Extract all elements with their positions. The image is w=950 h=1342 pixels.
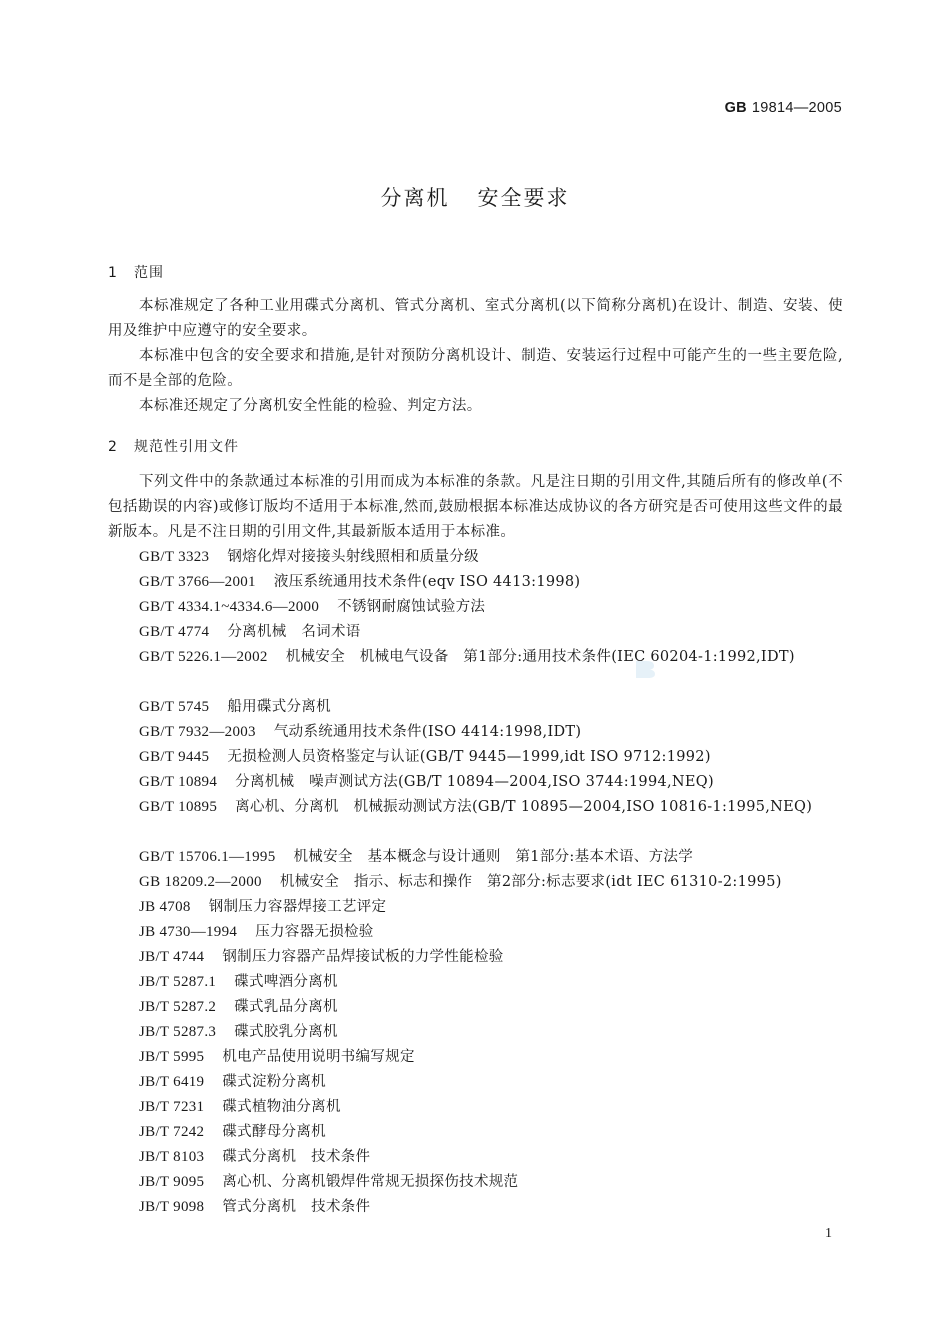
reference-code: JB/T 5287.1 bbox=[139, 974, 217, 990]
reference-item bbox=[108, 720, 843, 745]
reference-title: 碟式胶乳分离机 bbox=[234, 1024, 338, 1040]
reference-title: 钢熔化焊对接接头射线照相和质量分级 bbox=[227, 549, 479, 565]
reference-item bbox=[108, 1020, 843, 1045]
section-2-title: 规范性引用文件 bbox=[134, 439, 239, 455]
reference-code: JB 4730—1994 bbox=[139, 924, 238, 940]
reference-title: 碟式淀粉分离机 bbox=[222, 1074, 326, 1090]
reference-code: JB/T 9095 bbox=[139, 1174, 205, 1190]
watermark-logo-icon bbox=[632, 658, 658, 680]
reference-code: JB/T 5287.3 bbox=[139, 1024, 217, 1040]
reference-title: 液压系统通用技术条件(eqv ISO 4413:1998) bbox=[273, 574, 581, 590]
reference-code: GB/T 10894 bbox=[139, 774, 218, 790]
reference-title: 管式分离机 技术条件 bbox=[222, 1199, 371, 1215]
reference-title: 离心机、分离机 机械振动测试方法(GB/T 10895—2004,ISO 10816-1:1995,NEQ) bbox=[235, 799, 813, 815]
reference-code: GB/T 5745 bbox=[139, 699, 210, 715]
reference-item bbox=[108, 1095, 843, 1120]
reference-code: JB/T 9098 bbox=[139, 1199, 205, 1215]
reference-code: JB/T 7231 bbox=[139, 1099, 205, 1115]
reference-item bbox=[108, 1145, 843, 1170]
reference-title: 不锈钢耐腐蚀试验方法 bbox=[337, 599, 486, 615]
reference-code: GB/T 9445 bbox=[139, 749, 210, 765]
section-2-intro: 下列文件中的条款通过本标准的引用而成为本标准的条款。凡是注日期的引用文件,其随后所有的修改单(不包括勘误的内容)或修订版均不适用于本标准,然而,鼓励根据本标准达成协议的各方研究是否可使用这些文件的最新版本。凡是不注日期的引用文件,其最新版本适用于本标准。 bbox=[108, 474, 843, 540]
reference-item bbox=[108, 620, 843, 645]
reference-title: 碟式酵母分离机 bbox=[222, 1124, 326, 1140]
reference-code: GB/T 7932—2003 bbox=[139, 724, 256, 740]
reference-title: 机械安全 基本概念与设计通则 第1部分:基本术语、方法学 bbox=[293, 849, 694, 865]
reference-item bbox=[108, 770, 843, 795]
reference-item bbox=[108, 695, 843, 720]
reference-item bbox=[108, 895, 843, 920]
reference-title: 船用碟式分离机 bbox=[227, 699, 331, 715]
reference-code: JB 4708 bbox=[139, 899, 191, 915]
reference-item bbox=[108, 645, 843, 670]
page-number: 1 bbox=[825, 1226, 832, 1241]
reference-title: 机电产品使用说明书编写规定 bbox=[222, 1049, 415, 1065]
reference-title: 压力容器无损检验 bbox=[255, 924, 374, 940]
reference-code: GB/T 3323 bbox=[139, 549, 210, 565]
section-1-number: 1 bbox=[108, 265, 118, 281]
reference-code: JB/T 8103 bbox=[139, 1149, 205, 1165]
reference-item bbox=[108, 970, 843, 995]
section-2-heading bbox=[108, 436, 239, 456]
reference-title: 分离机械 噪声测试方法(GB/T 10894—2004,ISO 3744:1994,NEQ) bbox=[235, 774, 714, 790]
reference-code: JB/T 5287.2 bbox=[139, 999, 217, 1015]
reference-title: 气动系统通用技术条件(ISO 4414:1998,IDT) bbox=[273, 724, 582, 740]
reference-title: 分离机械 名词术语 bbox=[227, 624, 361, 640]
reference-code: JB/T 6419 bbox=[139, 1074, 205, 1090]
reference-code: GB/T 3766—2001 bbox=[139, 574, 256, 590]
reference-code: GB/T 15706.1—1995 bbox=[139, 849, 276, 865]
reference-item bbox=[108, 1045, 843, 1070]
reference-item bbox=[108, 1120, 843, 1145]
section-1-paragraph-2: 本标准中包含的安全要求和措施,是针对预防分离机设计、制造、安装运行过程中可能产生的一些主要危险,而不是全部的危险。 bbox=[108, 348, 843, 389]
reference-code: GB/T 5226.1—2002 bbox=[139, 649, 268, 665]
reference-item bbox=[108, 795, 843, 820]
reference-item bbox=[108, 945, 843, 970]
standard-prefix: GB bbox=[724, 100, 747, 116]
reference-title: 无损检测人员资格鉴定与认证(GB/T 9445—1999,idt ISO 9712:1992) bbox=[227, 749, 711, 765]
reference-title: 碟式分离机 技术条件 bbox=[222, 1149, 371, 1165]
reference-item bbox=[108, 870, 843, 895]
reference-code: JB/T 4744 bbox=[139, 949, 205, 965]
section-1-title: 范围 bbox=[134, 265, 164, 281]
title-part-2: 安全要求 bbox=[477, 186, 570, 210]
reference-title: 碟式植物油分离机 bbox=[222, 1099, 341, 1115]
reference-code: GB/T 4334.1~4334.6—2000 bbox=[139, 599, 320, 615]
section-2-number: 2 bbox=[108, 439, 118, 455]
reference-item bbox=[108, 1195, 843, 1220]
reference-item bbox=[108, 1070, 843, 1095]
reference-title: 离心机、分离机锻焊件常规无损探伤技术规范 bbox=[222, 1174, 519, 1190]
reference-item bbox=[108, 745, 843, 770]
reference-title: 钢制压力容器焊接工艺评定 bbox=[208, 899, 387, 915]
reference-title: 机械安全 指示、标志和操作 第2部分:标志要求(idt IEC 61310-2:1995) bbox=[279, 874, 782, 890]
standard-number bbox=[725, 100, 842, 116]
reference-item bbox=[108, 545, 843, 570]
reference-title: 钢制压力容器产品焊接试板的力学性能检验 bbox=[222, 949, 504, 965]
reference-title: 机械安全 机械电气设备 第1部分:通用技术条件(IEC 60204-1:1992,IDT) bbox=[285, 649, 795, 665]
reference-item bbox=[108, 1170, 843, 1195]
section-1-paragraph-3: 本标准还规定了分离机安全性能的检验、判定方法。 bbox=[139, 398, 482, 414]
reference-code: JB/T 7242 bbox=[139, 1124, 205, 1140]
reference-item bbox=[108, 845, 843, 870]
reference-item bbox=[108, 920, 843, 945]
reference-title: 碟式乳品分离机 bbox=[234, 999, 338, 1015]
reference-code: GB 18209.2—2000 bbox=[139, 874, 262, 890]
reference-code: JB/T 5995 bbox=[139, 1049, 205, 1065]
title-part-1: 分离机 bbox=[380, 186, 450, 210]
reference-code: GB/T 4774 bbox=[139, 624, 210, 640]
reference-title: 碟式啤酒分离机 bbox=[234, 974, 338, 990]
reference-code: GB/T 10895 bbox=[139, 799, 218, 815]
standard-code: 19814—2005 bbox=[751, 100, 842, 116]
reference-item bbox=[108, 570, 843, 595]
section-1-paragraph-1: 本标准规定了各种工业用碟式分离机、管式分离机、室式分离机(以下简称分离机)在设计、制造、安装、使用及维护中应遵守的安全要求。 bbox=[108, 298, 843, 339]
section-1-heading bbox=[108, 262, 164, 282]
reference-item bbox=[108, 595, 843, 620]
reference-item bbox=[108, 995, 843, 1020]
page-title bbox=[0, 182, 950, 212]
